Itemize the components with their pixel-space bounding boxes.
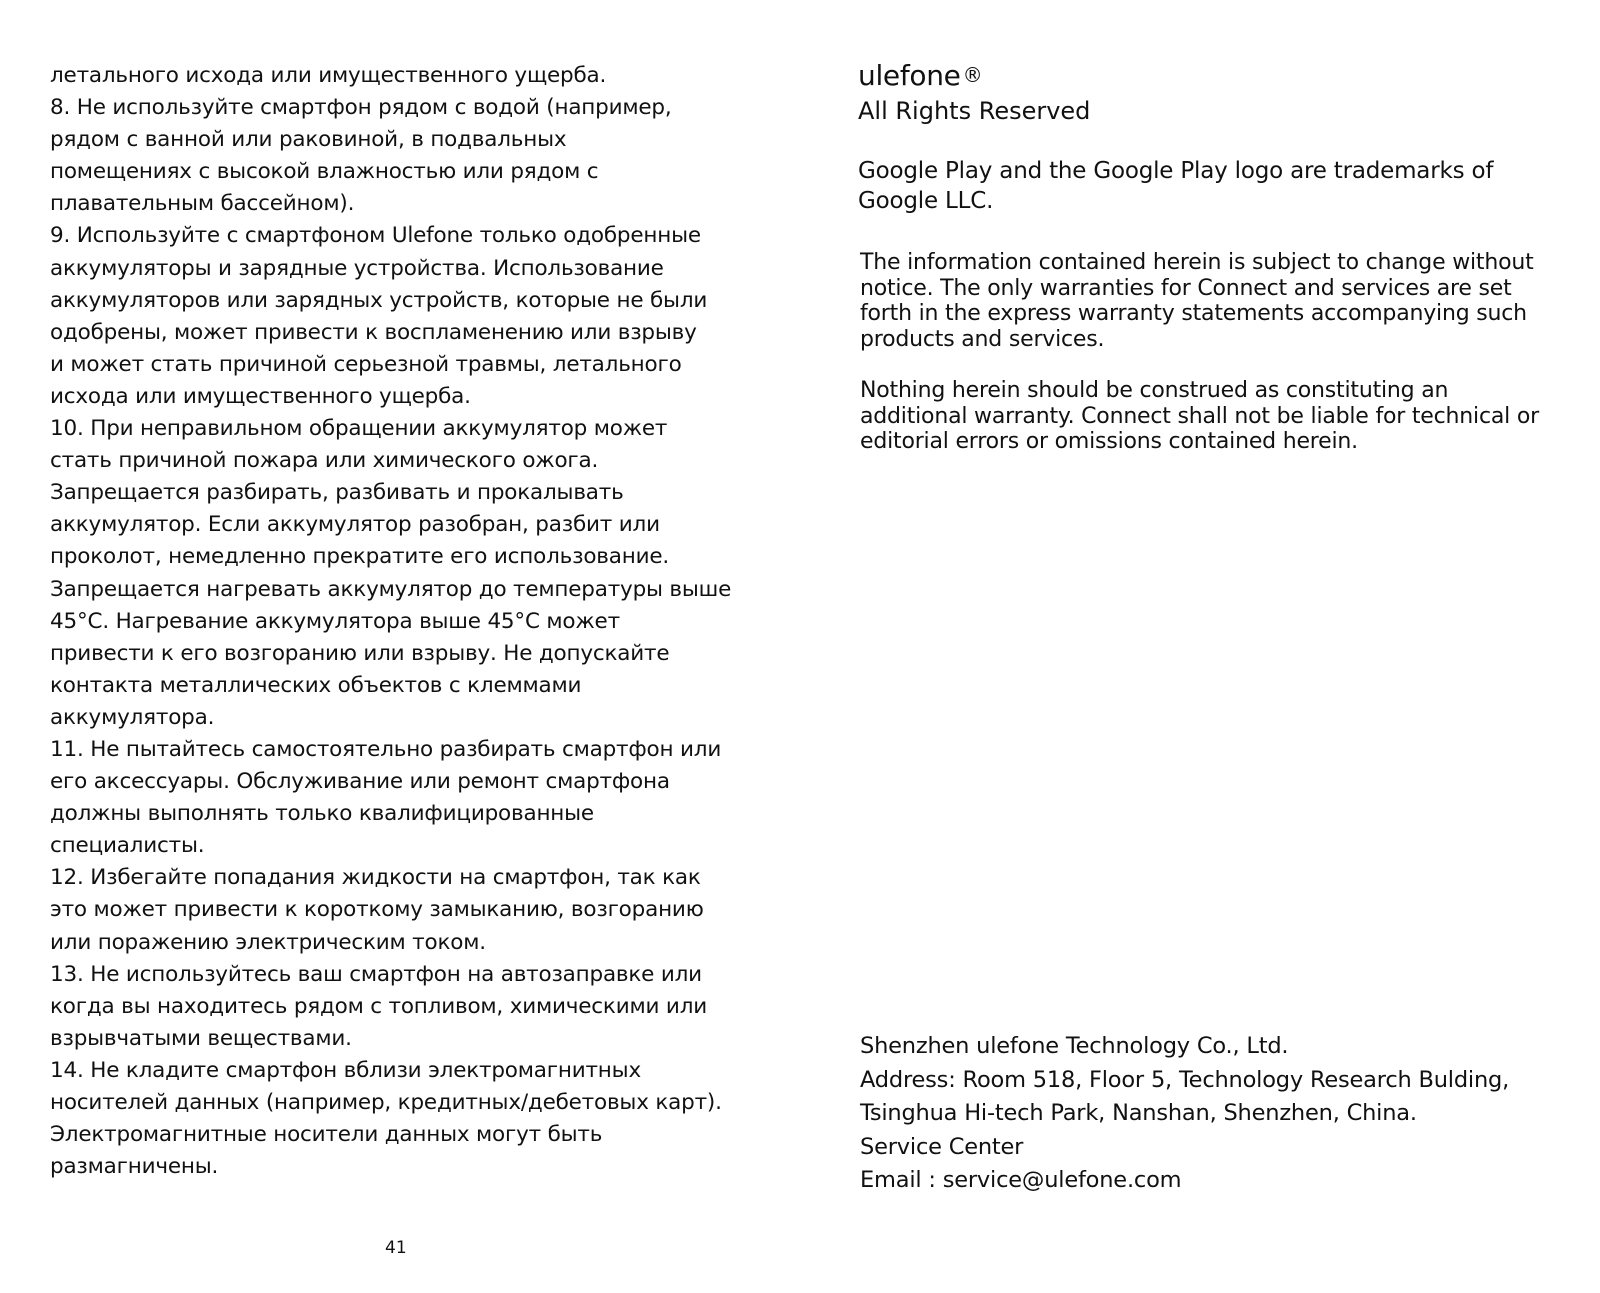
service-center: Service Center bbox=[860, 1133, 1024, 1160]
brand-text: ulefone bbox=[858, 59, 961, 92]
liability-disclaimer: Nothing herein should be construed as constituting an additional warranty. Connect shall not be liable for technical or editorial errors or omissions contained herein. bbox=[860, 378, 1539, 454]
address-line-2: Tsinghua Hi-tech Park, Nanshan, Shenzhen, China. bbox=[860, 1100, 1417, 1126]
registered-mark: ® bbox=[962, 63, 983, 87]
brand-name bbox=[858, 58, 982, 93]
address-line-1: Address: Room 518, Floor 5, Technology Research Bulding, bbox=[860, 1066, 1510, 1093]
page-number: 41 bbox=[385, 1238, 407, 1258]
warranty-disclaimer: The information contained herein is subject to change without notice. The only warranties for Connect and services are set forth in the express warranty statements accompanying such products and services. bbox=[860, 250, 1534, 352]
email-address: Email : service@ulefone.com bbox=[860, 1167, 1182, 1193]
rights-reserved: All Rights Reserved bbox=[858, 97, 1091, 125]
contact-block bbox=[860, 1030, 1560, 1198]
safety-instructions-text: летального исхода или имущественного ущерба. 8. Не используйте смартфон рядом с водой (например, рядом с ванной или раковиной, в подвальных помещениях с высокой влажностью или рядом с плавательным бассейном). 9. Используйте с смартфоном Ulefone только одобренные аккумуляторы и зарядные устройства. Использование аккумуляторов или зарядных устройств, которые не были одобрены, может привести к воспламенению или взрыву и может стать причиной серьезной травмы, летального исхода или имущественного ущерба. 10. При неправильном обращении аккумулятор может стать причиной пожара или химического ожога. Запрещается разбирать, разбивать и прокалывать аккумулятор. Если аккумулятор разобран, разбит или проколот, немедленно прекратите его использование. Запрещается нагревать аккумулятор до температуры выше 45°C. Нагревание аккумулятора выше 45°C может привести к его возгоранию или взрыву. Не допускайте контакта металлических объектов с клеммами аккумулятора. 11. Не пытайтесь самостоятельно разбирать смартфон или его аксессуары. Обслуживание или ремонт смартфона должны выполнять только квалифицированные специалисты. 12. Избегайте попадания жидкости на смартфон, так как это может привести к короткому замыканию, возгоранию или поражению электрическим током. 13. Не используйтесь ваш смартфон на автозаправке или когда вы находитесь рядом с топливом, химическими или взрывчатыми веществами. 14. Не кладите смартфон вблизи электромагнитных носителей данных (например, кредитных/дебетовых карт). Электромагнитные носители данных могут быть размагничены. bbox=[50, 63, 732, 1180]
trademark-notice: Google Play and the Google Play logo are trademarks of Google LLC. bbox=[858, 158, 1494, 214]
company-name: Shenzhen ulefone Technology Co., Ltd. bbox=[860, 1033, 1289, 1059]
